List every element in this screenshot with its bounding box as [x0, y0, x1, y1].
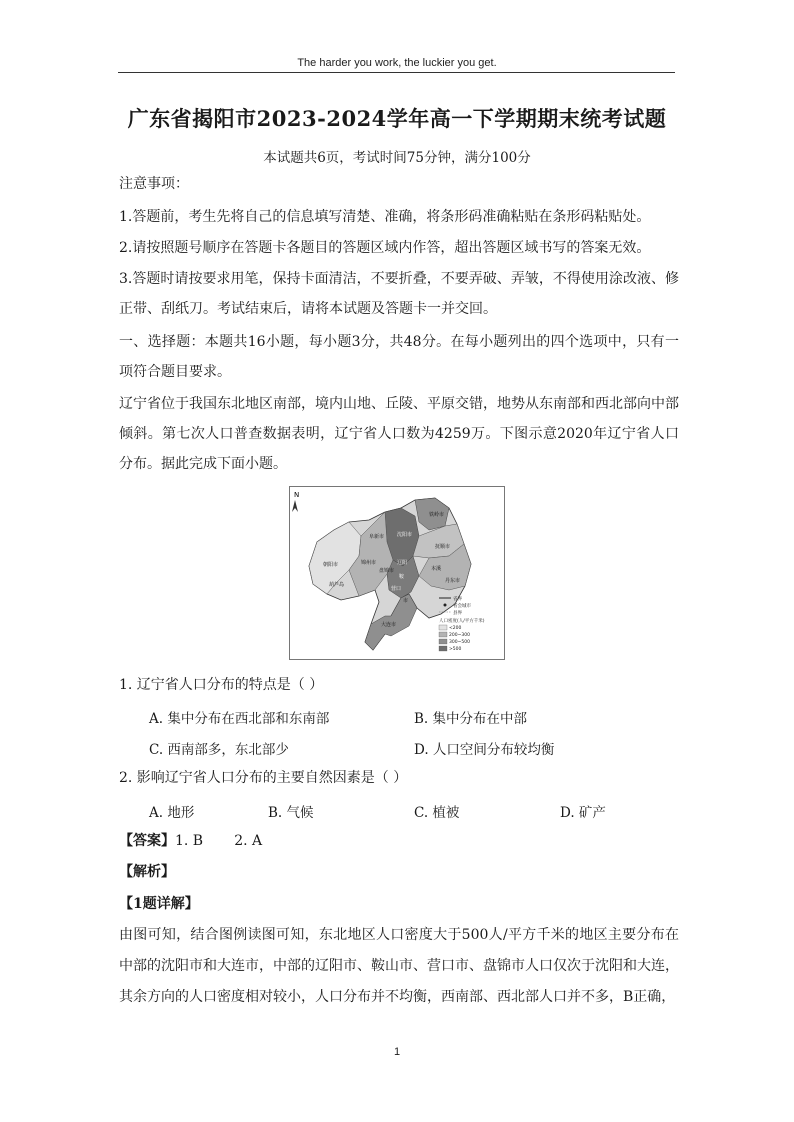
question-2-stem: 2. 影响辽宁省人口分布的主要自然因素是（ ）: [119, 770, 408, 786]
map-label-yingkou: 营口: [391, 586, 402, 592]
notice-item-2: 2.请按照题号顺序在答题卡各题目的答题区域内作答，超出答题区域书写的答案无效。: [119, 240, 651, 256]
q2-option-c: C. 植被: [414, 805, 460, 821]
legend-density-title: 人口密度(人/平方千米): [439, 619, 485, 624]
legend-density-1: <200: [449, 626, 462, 631]
map-label-liaoyang: 辽阳: [397, 560, 408, 566]
map-label-dandong: 丹东市: [445, 578, 461, 584]
legend-density-3: 300~500: [449, 640, 470, 645]
question-1-stem: 1. 辽宁省人口分布的特点是（ ）: [119, 677, 324, 693]
map-label-dalian: 大连市: [381, 622, 397, 628]
legend-capital: 省会城市: [453, 604, 471, 609]
page-subtitle: 本试题共6页，考试时间75分钟，满分100分: [263, 150, 531, 166]
q2-option-b: B. 气候: [268, 805, 314, 821]
header-divider: [118, 72, 675, 73]
passage-text: 辽宁省位于我国东北地区南部，境内山地、丘陵、平原交错，地势从东南部和西北部向中部倾斜。第七次人口普查数据表明，辽宁省人口数为4259万。下图示意2020年辽宁省人口分布。据此完成下面小题。: [119, 396, 679, 472]
answer-label: 【答案】: [119, 833, 175, 849]
q1-option-b: B. 集中分布在中部: [414, 711, 528, 727]
map-label-fuxin: 阜新市: [369, 534, 385, 540]
legend-province-border: 省界: [453, 597, 462, 602]
notice-heading: 注意事项：: [119, 176, 189, 192]
map-label-jinzhou: 锦州市: [361, 560, 377, 566]
q1-detail-label: 【1题详解】: [119, 896, 199, 912]
header-motto: The harder you work, the luckier you get.: [297, 57, 497, 69]
map-label-tieling: 铁岭市: [429, 512, 445, 518]
notice-item-1: 1.答题前，考生先将自己的信息填写清楚、准确，将条形码准确粘贴在条形码粘贴处。: [119, 209, 651, 225]
map-label-chaoyang: 朝阳市: [323, 562, 339, 568]
map-label-benxi: 本溪: [431, 566, 442, 572]
answer-text: 1. B 2. A: [175, 833, 263, 849]
liaoning-population-map: [289, 486, 505, 660]
map-label-anshan: 鞍: [399, 574, 405, 580]
legend-density-2: 200~300: [449, 633, 470, 638]
q1-option-d: D. 人口空间分布较均衡: [414, 742, 555, 758]
q1-option-c: C. 西南部多，东北部少: [149, 742, 289, 758]
legend-density-4: >500: [449, 647, 462, 652]
notice-item-3: 3.答题时请按要求用笔，保持卡面清洁，不要折叠，不要弄破、弄皱，不得使用涂改液、修正带、刮纸刀。考试结束后，请将本试题及答题卡一并交回。: [119, 271, 679, 317]
q2-option-d: D. 矿产: [560, 805, 606, 821]
map-label-shenyang: 沈阳市: [397, 532, 413, 538]
page-number: 1: [393, 1046, 401, 1058]
map-label-panjin: 盘锦市: [379, 568, 395, 574]
analysis-label: 【解析】: [119, 864, 175, 880]
q1-option-a: A. 集中分布在西北部和东南部: [149, 711, 330, 727]
q2-option-a: A. 地形: [149, 805, 195, 821]
answer-line: [119, 826, 679, 856]
page-title: 广东省揭阳市2023-2024学年高一下学期期末统考试题: [127, 106, 667, 131]
section1-intro: 一、选择题：本题共16小题，每小题3分，共48分。在每小题列出的四个选项中，只有一项符合题目要求。: [119, 334, 679, 380]
map-label-huludao: 葫芦岛: [329, 582, 345, 588]
q1-detail-text: 由图可知，结合图例读图可知，东北地区人口密度大于500人/平方千米的地区主要分布在中部的沈阳市和大连市，中部的辽阳市、鞍山市、营口市、盘锦市人口仅次于沈阳和大连，其余方向的人口密度相对较小，人口分布并不均衡，西南部、西北部人口并不多，B正确，: [119, 927, 679, 1005]
legend-county-border: 县界: [453, 611, 462, 616]
north-label: N: [294, 491, 300, 499]
map-label-city: 市: [403, 598, 409, 604]
map-label-fushun: 抚顺市: [435, 544, 451, 550]
